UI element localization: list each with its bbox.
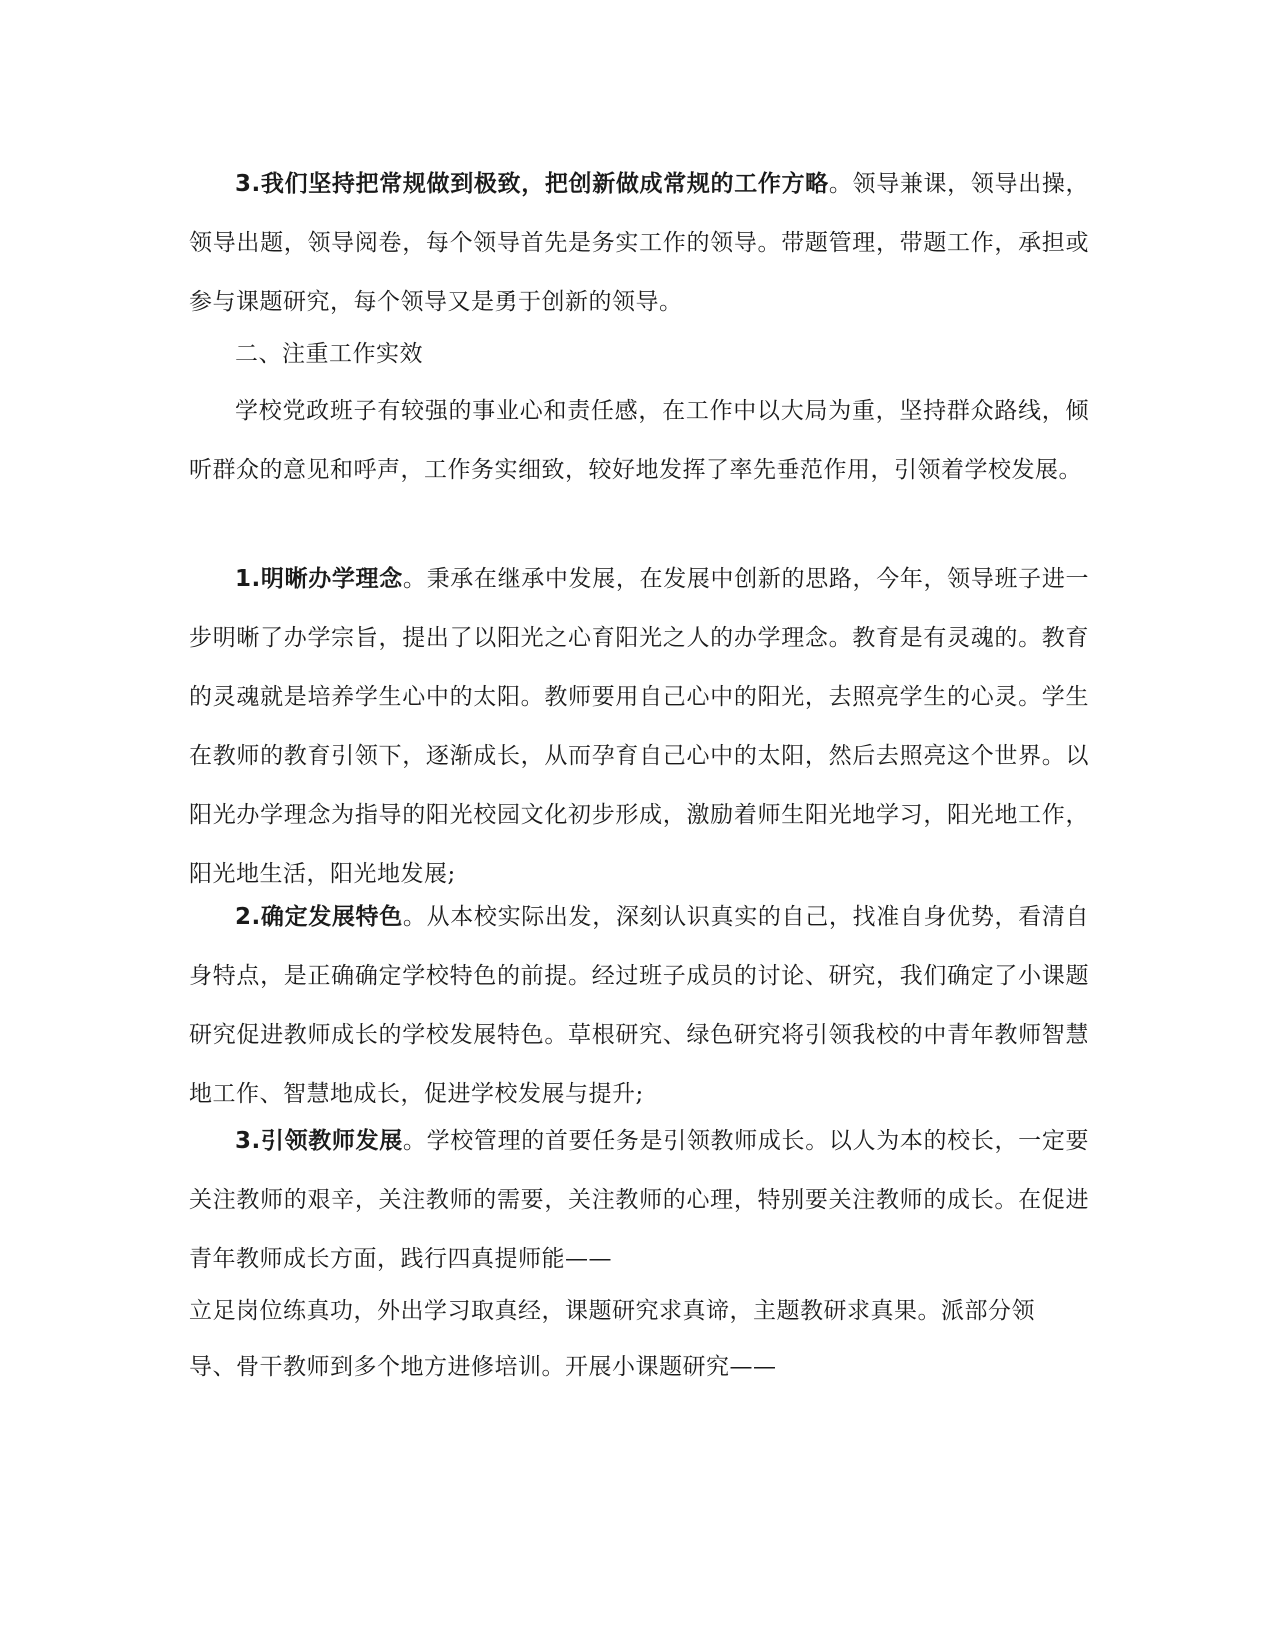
section-heading: 二、注重工作实效 [235,341,423,367]
paragraph-body: 。从本校实际出发，深刻认识真实的自己，找准自身优势，看清自身特点，是正确确定学校特色的前提。经过班子成员的讨论、研究，我们确定了小课题研究促进教师成长的学校发展特色。草根研究、绿色研究将引领我校的中青年教师智慧地工作、智慧地成长，促进学校发展与提升; [189,904,1090,1107]
paragraph-body: 。学校管理的首要任务是引领教师成长。以人为本的校长，一定要关注教师的艰辛，关注教师的需要，关注教师的心理，特别要关注教师的成长。在促进青年教师成长方面，践行四真提师能—— [189,1128,1090,1272]
paragraph-school-philosophy [189,550,1089,904]
paragraph-lead-heading: 2.确定发展特色 [235,904,403,930]
paragraph-lead-heading: 1.明晰办学理念 [235,566,403,592]
paragraph-lead-heading: 3.引领教师发展 [235,1128,403,1154]
paragraph-continuation-line-1: 立足岗位练真功，外出学习取真经，课题研究求真谛，主题教研求真果。派部分领 [189,1298,1035,1324]
paragraph-work-strategy [189,155,1089,332]
paragraph-lead-heading: 3.我们坚持把常规做到极致，把创新做成常规的工作方略 [235,171,829,197]
paragraph-continuation-line-2: 导、骨干教师到多个地方进修培训。开展小课题研究—— [189,1354,777,1380]
paragraph-teacher-development [189,1112,1089,1289]
paragraph-body: 。领导兼课，领导出操，领导出题，领导阅卷，每个领导首先是务实工作的领导。带题管理，带题工作，承担或参与课题研究，每个领导又是勇于创新的领导。 [189,171,1090,315]
paragraph-team-summary: 学校党政班子有较强的事业心和责任感，在工作中以大局为重，坚持群众路线，倾听群众的意见和呼声，工作务实细致，较好地发挥了率先垂范作用，引领着学校发展。 [189,398,1089,483]
paragraph-development-feature [189,888,1089,1124]
paragraph-body: 。秉承在继承中发展，在发展中创新的思路，今年，领导班子进一步明晰了办学宗旨，提出了以阳光之心育阳光之人的办学理念。教育是有灵魂的。教育的灵魂就是培养学生心中的太阳。教师要用自己心中的阳光，去照亮学生的心灵。学生在教师的教育引领下，逐渐成长，从而孕育自己心中的太阳，然后去照亮这个世界。以阳光办学理念为指导的阳光校园文化初步形成，激励着师生阳光地学习，阳光地工作，阳光地生活，阳光地发展; [189,566,1090,887]
